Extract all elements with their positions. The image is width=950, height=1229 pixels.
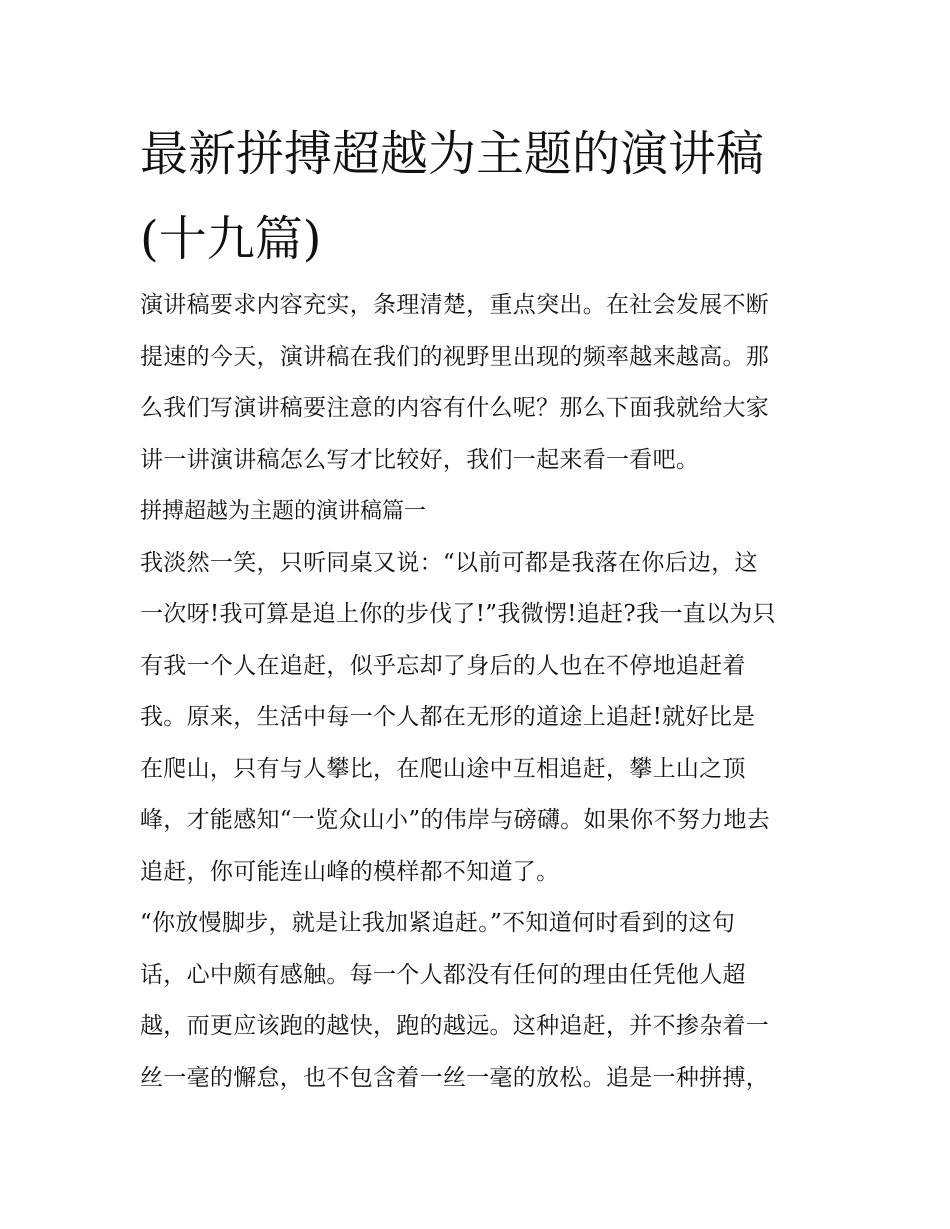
intro-line-4: 讲一讲演讲稿怎么写才比较好，我们一起来看一看吧。 xyxy=(140,446,700,473)
para1-line-5: 在爬山，只有与人攀比，在爬山途中互相追赶，攀上山之顶 xyxy=(140,755,746,782)
body-paragraph-2 xyxy=(140,898,820,1104)
title-line-2: (十九篇) xyxy=(140,211,322,267)
intro-line-3: 么我们写演讲稿要注意的内容有什么呢？那么下面我就给大家 xyxy=(140,395,770,421)
document-page xyxy=(140,112,820,1104)
para1-line-7: 追赶，你可能连山峰的模样都不知道了。 xyxy=(140,858,560,885)
para1-line-2: 一次呀!我可算是追上你的步伐了!”我微愣!追赶?我一直以为只 xyxy=(140,601,776,627)
body-paragraph-1 xyxy=(140,538,820,899)
para2-line-1: “你放慢脚步，就是让我加紧追赶。”不知道何时看到的这句 xyxy=(140,910,736,936)
intro-line-1: 演讲稿要求内容充实，条理清楚，重点突出。在社会发展不断 xyxy=(140,292,770,318)
intro-line-2: 提速的今天，演讲稿在我们的视野里出现的频率越来越高。那 xyxy=(140,343,770,370)
para1-line-6: 峰，才能感知“一览众山小”的伟岸与磅礴。如果你不努力地去 xyxy=(140,807,770,833)
para1-line-1: 我淡然一笑，只听同桌又说：“以前可都是我落在你后边，这 xyxy=(140,549,758,576)
para2-line-3: 越，而更应该跑的越快，跑的越远。这种追赶，并不掺杂着一 xyxy=(140,1013,770,1039)
para1-line-3: 有我一个人在追赶，似乎忘却了身后的人也在不停地追赶着 xyxy=(140,652,746,679)
title-line-1: 最新拼搏超越为主题的演讲稿 xyxy=(140,126,765,182)
para2-line-2: 话，心中颇有感触。每一个人都没有任何的理由任凭他人超 xyxy=(140,961,746,988)
intro-paragraph xyxy=(140,280,820,486)
section-heading: 拼搏超越为主题的演讲稿篇一 xyxy=(140,499,427,524)
para2-line-4: 丝一毫的懈怠，也不包含着一丝一毫的放松。追是一种拼搏， xyxy=(140,1064,770,1091)
document-title xyxy=(140,112,820,282)
para1-line-4: 我。原来，生活中每一个人都在无形的道途上追赶!就好比是 xyxy=(140,704,756,730)
